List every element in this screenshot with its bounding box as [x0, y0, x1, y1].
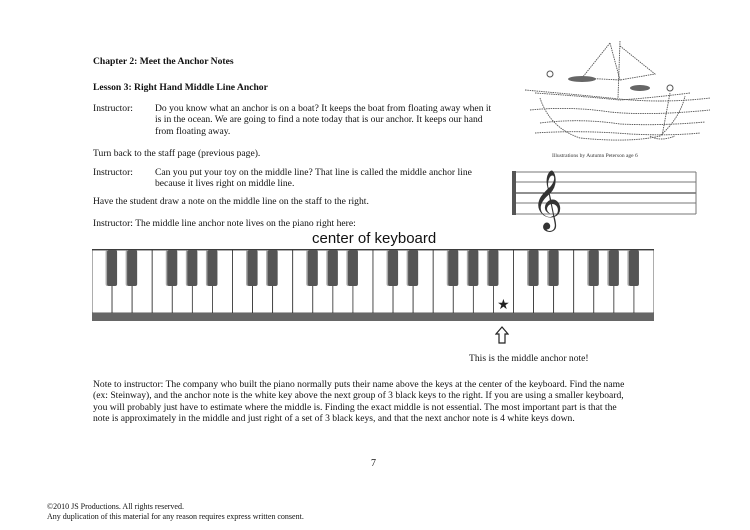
note-to-instructor	[93, 379, 693, 425]
copyright: ©2010 JS Productions. All rights reserved.	[47, 502, 184, 511]
illustration-credit: Illustrations by Autumn Peterson age 6	[552, 153, 638, 159]
black-key-A#4[interactable]	[629, 250, 639, 286]
music-staff	[512, 163, 708, 235]
speaker-label: Instructor:	[93, 167, 133, 178]
black-key-D#2[interactable]	[268, 250, 278, 286]
lesson-title: Lesson 3: Right Hand Middle Line Anchor	[93, 82, 268, 93]
text-line: Do you know what an anchor is on a boat? It keeps the boat from floating away when it	[155, 103, 492, 114]
up-arrow-icon	[495, 326, 509, 344]
black-key-G#3[interactable]	[468, 250, 478, 286]
page-number: 7	[371, 458, 376, 469]
text-line: is in the ocean. We are going to find a note today that is our anchor. It keeps our hand	[155, 114, 483, 126]
treble-clef-icon: 𝄞	[532, 170, 563, 230]
black-key-A#1[interactable]	[207, 250, 217, 286]
black-key-A#2[interactable]	[348, 250, 358, 286]
black-key-C#1[interactable]	[107, 250, 117, 286]
black-key-A#3[interactable]	[488, 250, 498, 286]
chapter-title: Chapter 2: Meet the Anchor Notes	[93, 56, 234, 67]
dialogue-3: Instructor: The middle line anchor note lives on the piano right here:	[93, 218, 356, 229]
text-line: Can you put your toy on the middle line? That line is called the middle anchor line	[155, 167, 472, 178]
text-line: Note to instructor: The company who built the piano normally puts their name above the keys at the center of the keyboard. Find the name	[93, 379, 625, 390]
footer	[47, 502, 304, 522]
black-key-C#2[interactable]	[248, 250, 258, 286]
text-line: you will probably just have to estimate where the middle is. Finding the exact middle is not essential. The most important part is that the	[93, 401, 617, 413]
black-key-D#4[interactable]	[549, 250, 559, 286]
black-key-D#1[interactable]	[127, 250, 137, 286]
instruction-2: Have the student draw a note on the middle line on the staff to the right.	[93, 196, 369, 207]
piano-keyboard	[92, 249, 654, 321]
star-icon: ★	[497, 297, 510, 313]
text-line: from floating away.	[155, 125, 231, 137]
black-key-G#1[interactable]	[187, 250, 197, 286]
black-key-G#2[interactable]	[328, 250, 338, 286]
black-key-F#3[interactable]	[448, 250, 458, 286]
black-key-F#2[interactable]	[308, 250, 318, 286]
black-key-C#4[interactable]	[529, 250, 539, 286]
dialogue-text	[155, 167, 525, 190]
dialogue-text	[155, 103, 525, 137]
anchor-note-caption: This is the middle anchor note!	[469, 353, 589, 364]
speaker-label: Instructor:	[93, 103, 133, 114]
black-key-F#4[interactable]	[589, 250, 599, 286]
duplication-notice: Any duplication of this material for any reason requires express written consent.	[47, 512, 304, 521]
black-key-G#4[interactable]	[609, 250, 619, 286]
black-key-C#3[interactable]	[388, 250, 398, 286]
text-line: because it lives right on middle line.	[155, 178, 295, 190]
keyboard-base	[92, 313, 654, 321]
instruction-1: Turn back to the staff page (previous page).	[93, 148, 261, 159]
text-line: (ex: Steinway), and the anchor note is the white key above the next group of 3 black keys to the right. If you are using a smaller keyboard,	[93, 390, 624, 402]
black-key-D#3[interactable]	[408, 250, 418, 286]
sailboat-illustration	[520, 38, 720, 148]
center-of-keyboard-label: center of keyboard	[312, 230, 437, 247]
text-line: note is approximately in the middle and just right of a set of 3 black keys, and that the next anchor note is 4 white keys down.	[93, 413, 575, 425]
black-key-F#1[interactable]	[167, 250, 177, 286]
